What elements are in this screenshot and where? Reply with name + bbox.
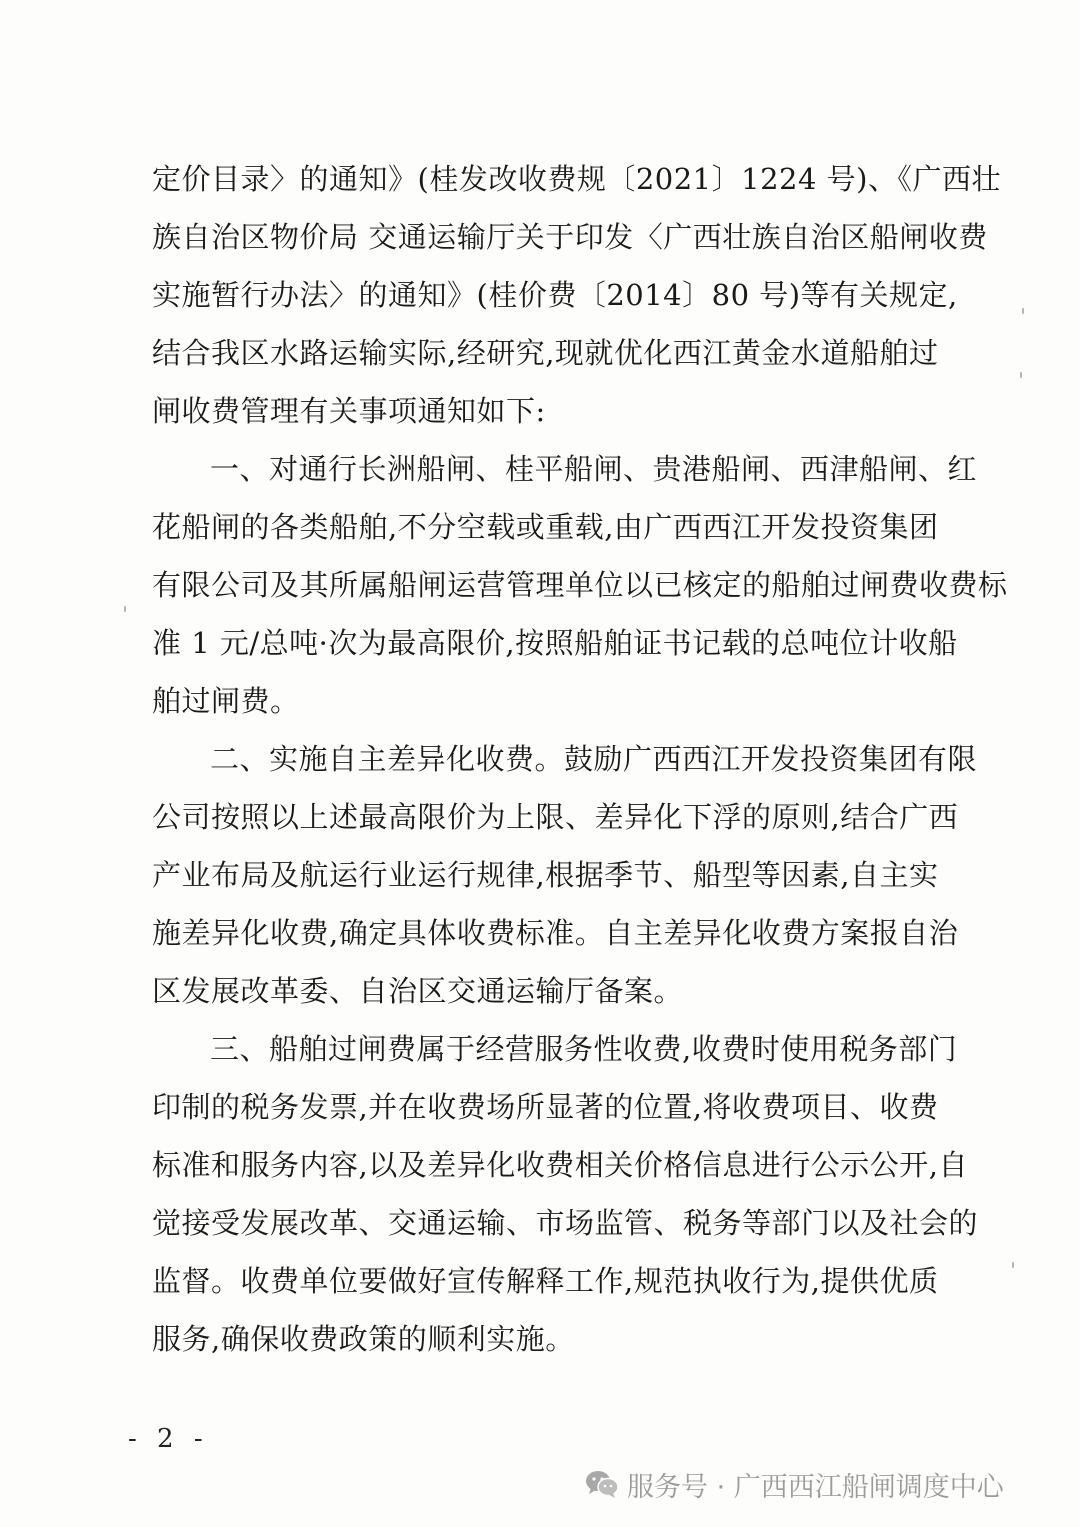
text-line: 结合我区水路运输实际,经研究,现就优化西江黄金水道船舶过 bbox=[152, 336, 939, 370]
text-line: 族自治区物价局 交通运输厅关于印发〈广西壮族自治区船闸收费 bbox=[152, 220, 988, 254]
text-line: 施差异化收费,确定具体收费标准。自主差异化收费方案报自治 bbox=[152, 916, 959, 950]
text-line: 舶过闸费。 bbox=[152, 684, 300, 718]
wechat-icon bbox=[585, 1469, 619, 1499]
text-line: 闸收费管理有关事项通知如下: bbox=[152, 394, 546, 428]
paragraph-1-start: 一、对通行长洲船闸、桂平船闸、贵港船闸、西津船闸、红 bbox=[210, 452, 978, 486]
text-line: 花船闸的各类船舶,不分空载或重载,由广西西江开发投资集团 bbox=[152, 510, 939, 544]
scan-speck bbox=[1022, 308, 1024, 314]
text-line: 印制的税务发票,并在收费场所显著的位置,将收费项目、收费 bbox=[152, 1090, 939, 1124]
scan-speck bbox=[1020, 372, 1022, 378]
text-line: 监督。收费单位要做好宣传解释工作,规范执收行为,提供优质 bbox=[152, 1264, 939, 1298]
scan-speck bbox=[1012, 1262, 1014, 1268]
text-line: 准 1 元/总吨·次为最高限价,按照船舶证书记载的总吨位计收船 bbox=[152, 626, 958, 660]
text-line: 公司按照以上述最高限价为上限、差异化下浮的原则,结合广西 bbox=[152, 800, 959, 834]
paragraph-2-start: 二、实施自主差异化收费。鼓励广西西江开发投资集团有限 bbox=[210, 742, 978, 776]
page-number: - 2 - bbox=[128, 1424, 209, 1454]
text-line: 实施暂行办法〉的通知》(桂价费〔2014〕80 号)等有关规定, bbox=[152, 278, 958, 312]
paragraph-3-start: 三、船舶过闸费属于经营服务性收费,收费时使用税务部门 bbox=[210, 1032, 958, 1066]
text-line: 服务,确保收费政策的顺利实施。 bbox=[152, 1322, 575, 1356]
text-line: 标准和服务内容,以及差异化收费相关价格信息进行公示公开,自 bbox=[152, 1148, 968, 1182]
text-line: 产业布局及航运行业运行规律,根据季节、船型等因素,自主实 bbox=[152, 858, 939, 892]
text-line: 区发展改革委、自治区交通运输厅备案。 bbox=[152, 974, 684, 1008]
watermark-text: 服务号 · 广西西江船闸调度中心 bbox=[627, 1471, 1004, 1503]
text-line: 定价目录〉的通知》(桂发改收费规〔2021〕1224 号)、《广西壮 bbox=[152, 162, 1001, 196]
text-line: 有限公司及其所属船闸运营管理单位以已核定的船舶过闸费收费标 bbox=[152, 568, 1008, 602]
document-body bbox=[152, 150, 1008, 1368]
text-line: 觉接受发展改革、交通运输、市场监管、税务等部门以及社会的 bbox=[152, 1206, 979, 1240]
scan-speck bbox=[124, 606, 126, 612]
watermark bbox=[585, 1462, 1004, 1506]
